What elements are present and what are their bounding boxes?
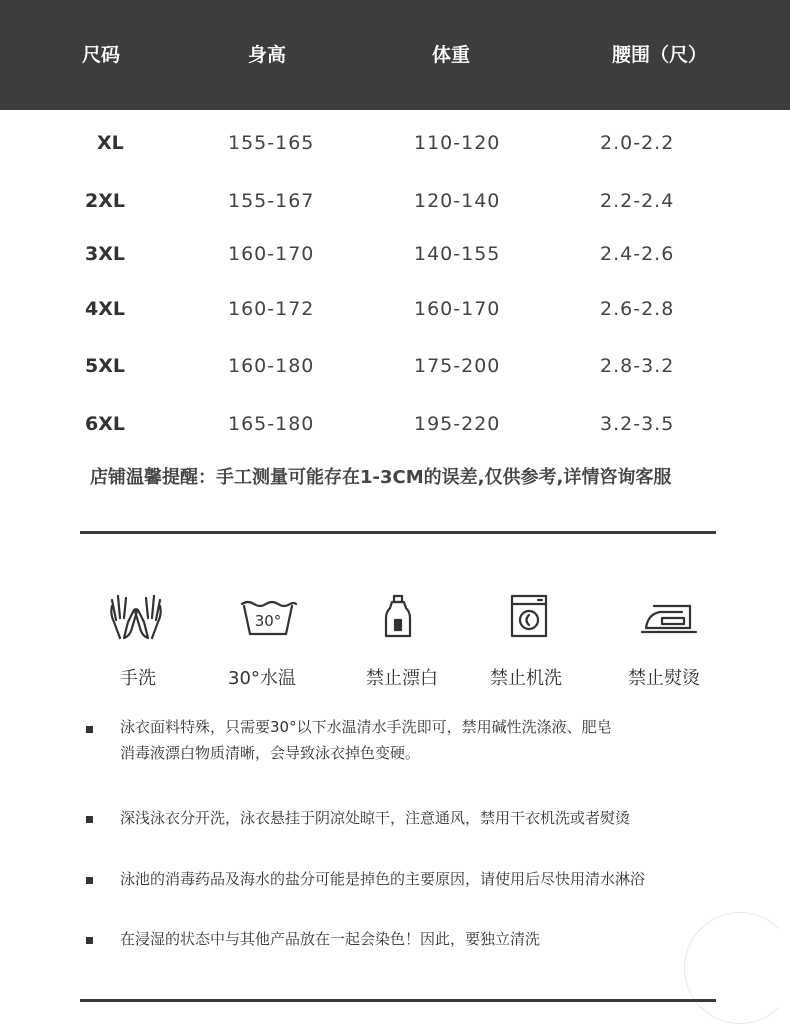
no-bleach-icon <box>368 592 428 642</box>
weight-cell: 110-120 <box>414 132 501 154</box>
no-iron-icon <box>640 592 700 642</box>
care-label-hand-wash: 手洗 <box>120 668 156 689</box>
bullet-icon <box>86 937 93 944</box>
hand-wash-icon <box>106 592 166 642</box>
no-machine-wash-icon <box>498 592 558 642</box>
care-tip-line: 泳池的消毒药品及海水的盐分可能是掉色的主要原因，请使用后尽快用清水淋浴 <box>120 870 646 888</box>
care-tip-line: 深浅泳衣分开洗，泳衣悬挂于阴凉处晾干，注意通风，禁用干衣机洗或者熨烫 <box>120 809 631 827</box>
care-tip-line: 消毒液漂白物质清晰，会导致泳衣掉色变硬。 <box>120 744 421 762</box>
bullet-icon <box>86 726 93 733</box>
decorative-circle <box>684 912 790 1024</box>
size-cell: 5XL <box>85 355 125 377</box>
wash-temperature-text: 30° <box>254 612 282 630</box>
size-cell: 3XL <box>85 243 125 265</box>
waist-cell: 2.4-2.6 <box>600 243 675 265</box>
care-label-no-iron: 禁止熨烫 <box>628 668 700 689</box>
size-cell: 6XL <box>85 413 125 435</box>
weight-cell: 120-140 <box>414 190 501 212</box>
care-tip <box>120 714 612 766</box>
height-cell: 160-180 <box>228 355 315 377</box>
weight-cell: 195-220 <box>414 413 501 435</box>
header-weight: 体重 <box>432 44 471 66</box>
waist-cell: 2.6-2.8 <box>600 298 675 320</box>
weight-cell: 160-170 <box>414 298 501 320</box>
measurement-note: 店铺温馨提醒：手工测量可能存在1-3CM的误差,仅供参考,详情咨询客服 <box>90 467 672 488</box>
divider-bottom <box>80 999 716 1002</box>
height-cell: 160-170 <box>228 243 315 265</box>
care-tip <box>120 866 645 892</box>
header-waist: 腰围（尺） <box>612 44 708 66</box>
bullet-icon <box>86 816 93 823</box>
waist-cell: 3.2-3.5 <box>600 413 675 435</box>
table-row <box>0 190 790 230</box>
weight-cell: 140-155 <box>414 243 501 265</box>
table-row <box>0 355 790 395</box>
care-label-no-bleach: 禁止漂白 <box>366 668 438 689</box>
table-row <box>0 298 790 338</box>
table-row <box>0 243 790 283</box>
bullet-icon <box>86 877 93 884</box>
waist-cell: 2.2-2.4 <box>600 190 675 212</box>
wash-temperature-icon <box>238 592 298 642</box>
table-row <box>0 413 790 453</box>
weight-cell: 175-200 <box>414 355 501 377</box>
care-tip <box>120 926 540 952</box>
header-height: 身高 <box>248 44 287 66</box>
size-cell: 4XL <box>85 298 125 320</box>
divider-top <box>80 531 716 534</box>
size-table-header <box>0 0 790 110</box>
size-cell: XL <box>97 132 124 154</box>
care-tip <box>120 805 630 831</box>
height-cell: 160-172 <box>228 298 315 320</box>
size-cell: 2XL <box>85 190 125 212</box>
height-cell: 155-165 <box>228 132 315 154</box>
care-label-no-machine-wash: 禁止机洗 <box>490 668 562 689</box>
height-cell: 165-180 <box>228 413 315 435</box>
waist-cell: 2.8-3.2 <box>600 355 675 377</box>
header-size: 尺码 <box>82 44 121 66</box>
care-tip-line: 泳衣面料特殊，只需要30°以下水温清水手洗即可，禁用碱性洗涤液、肥皂 <box>120 718 612 736</box>
care-label-temperature: 30°水温 <box>228 668 296 689</box>
waist-cell: 2.0-2.2 <box>600 132 675 154</box>
care-tip-line: 在浸湿的状态中与其他产品放在一起会染色！因此，要独立清洗 <box>120 930 541 948</box>
table-row <box>0 132 790 172</box>
height-cell: 155-167 <box>228 190 315 212</box>
